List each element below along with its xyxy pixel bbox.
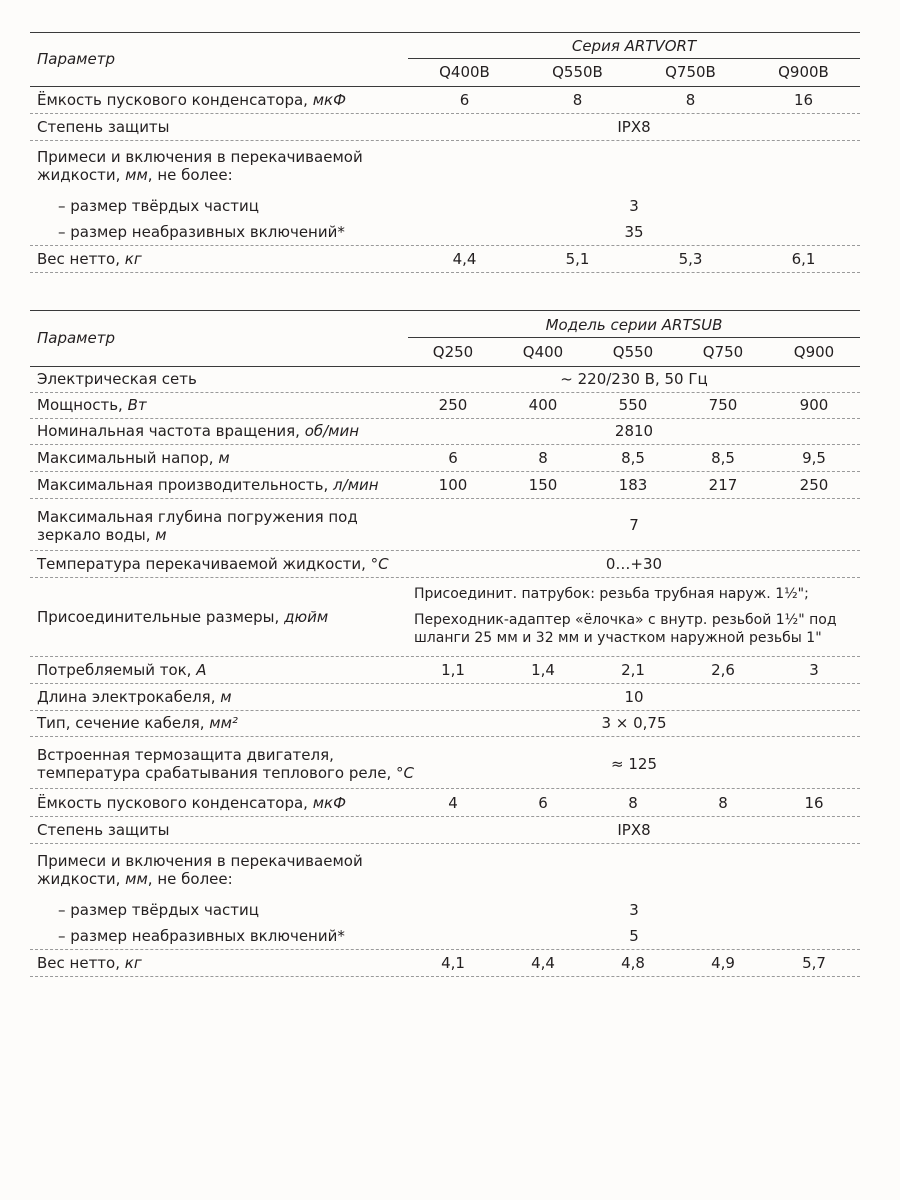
cell-value: 400 [528, 396, 558, 414]
cell-value: 6,1 [791, 250, 816, 268]
cell-value: 217 [708, 476, 738, 494]
cell-value: 2,6 [711, 661, 735, 679]
cell-value-span: IPX8 [617, 821, 651, 839]
model-header: Q400B [439, 63, 490, 81]
cell-value-span: 10 [624, 688, 644, 706]
cell-value-span: 7 [629, 516, 639, 534]
row-divider [30, 736, 860, 737]
artsub-spec-table [30, 310, 860, 990]
row-label-nonabrasive: – размер неабразивных включений* [58, 927, 345, 945]
cell-value: 2,1 [621, 661, 645, 679]
row-label-power: Мощность, Вт [37, 396, 147, 414]
cell-value: 8 [572, 91, 583, 109]
row-label-impurities: Примеси и включения в перекачиваемой [37, 852, 363, 870]
row-divider [30, 245, 860, 246]
model-header: Q900B [778, 63, 829, 81]
connection-note-1: Присоединит. патрубок: резьба трубная наруж. 1½"; [414, 586, 809, 602]
cell-value: 9,5 [802, 449, 826, 467]
cell-value: 4,9 [711, 954, 735, 972]
cell-value: 5,7 [802, 954, 826, 972]
cell-value: 100 [438, 476, 468, 494]
header-sub-rule [408, 337, 860, 338]
row-label-thermal-2: температура срабатывания теплового реле, °С [37, 764, 414, 782]
cell-value-span: ≈ 125 [611, 755, 657, 773]
cell-value: 550 [618, 396, 648, 414]
row-label-weight: Вес нетто, кг [37, 954, 142, 972]
cell-value: 8 [628, 794, 638, 812]
row-divider [30, 710, 860, 711]
row-label-speed: Номинальная частота вращения, об/мин [37, 422, 360, 440]
row-divider [30, 683, 860, 684]
row-divider [30, 843, 860, 844]
cell-value: 900 [799, 396, 829, 414]
row-divider [30, 272, 860, 273]
row-label-nonabrasive: – размер неабразивных включений* [58, 223, 345, 241]
cell-value-span: ~ 220/230 В, 50 Гц [560, 370, 708, 388]
cell-value: 1,4 [531, 661, 555, 679]
row-label-head: Максимальный напор, м [37, 449, 230, 467]
model-header: Q750 [702, 343, 744, 361]
row-divider [30, 140, 860, 141]
row-divider [30, 471, 860, 472]
cell-value: 750 [708, 396, 738, 414]
cell-value: 250 [438, 396, 468, 414]
cell-value: 6 [448, 449, 458, 467]
cell-value: 1,1 [441, 661, 465, 679]
series-title: Серия ARTVORT [571, 37, 697, 55]
row-label-cable-type: Тип, сечение кабеля, мм² [37, 714, 238, 732]
row-label-capacitor: Ёмкость пускового конденсатора, мкФ [37, 794, 347, 812]
row-label-impurities: Примеси и включения в перекачиваемой [37, 148, 363, 166]
row-divider [30, 498, 860, 499]
cell-value: 8,5 [621, 449, 645, 467]
row-label-capacity: Максимальная производительность, л/мин [37, 476, 379, 494]
row-label-protection: Степень защиты [37, 118, 170, 136]
param-header: Параметр [37, 50, 115, 68]
cell-value: 16 [804, 794, 824, 812]
cell-value: 5,1 [565, 250, 590, 268]
row-divider [30, 949, 860, 950]
row-label-current: Потребляемый ток, А [37, 661, 207, 679]
row-label-temperature: Температура перекачиваемой жидкости, °С [37, 555, 389, 573]
row-label-impurities-2: жидкости, мм, не более: [37, 166, 233, 184]
row-label-protection: Степень защиты [37, 821, 170, 839]
cell-value: 150 [528, 476, 558, 494]
cell-value: 8 [718, 794, 728, 812]
row-label-depth-2: зеркало воды, м [37, 526, 167, 544]
cell-value-span: 2810 [614, 422, 654, 440]
cell-value-span: IPX8 [617, 118, 651, 136]
cell-value: 4,8 [621, 954, 645, 972]
cell-value: 8 [538, 449, 548, 467]
cell-value: 16 [793, 91, 814, 109]
cell-value: 8,5 [711, 449, 735, 467]
row-divider [30, 392, 860, 393]
header-bottom-rule [30, 86, 860, 87]
row-divider [30, 656, 860, 657]
cell-value: 5,3 [678, 250, 703, 268]
cell-value-span: 5 [629, 927, 639, 945]
model-header: Q400 [522, 343, 564, 361]
model-header: Q250 [432, 343, 474, 361]
cell-value: 8 [685, 91, 696, 109]
row-divider [30, 113, 860, 114]
row-divider [30, 976, 860, 977]
row-label-thermal: Встроенная термозащита двигателя, [37, 746, 334, 764]
row-label-connection: Присоединительные размеры, дюйм [37, 608, 329, 626]
cell-value-span: 3 [629, 901, 639, 919]
header-sub-rule [408, 58, 860, 59]
cell-value: 6 [459, 91, 470, 109]
row-label-network: Электрическая сеть [37, 370, 197, 388]
row-label-cable-length: Длина электрокабеля, м [37, 688, 232, 706]
row-divider [30, 550, 860, 551]
top-rule [30, 310, 860, 311]
row-label-solid: – размер твёрдых частиц [58, 901, 259, 919]
row-divider [30, 418, 860, 419]
row-label-depth: Максимальная глубина погружения под [37, 508, 358, 526]
cell-value-span: 3 [629, 197, 639, 215]
top-rule [30, 32, 860, 33]
model-header: Q750B [665, 63, 716, 81]
cell-value-span: 3 × 0,75 [601, 714, 667, 732]
connection-note-3: шланги 25 мм и 32 мм и участком наружной резьбы 1" [414, 630, 822, 646]
connection-note-2: Переходник-адаптер «ёлочка» с внутр. резьбой 1½" под [414, 612, 837, 628]
cell-value-span: 35 [624, 223, 644, 241]
cell-value: 6 [538, 794, 548, 812]
model-header: Q900 [793, 343, 835, 361]
model-header: Q550B [552, 63, 603, 81]
cell-value: 250 [799, 476, 829, 494]
cell-value: 4,4 [452, 250, 477, 268]
cell-value: 183 [618, 476, 648, 494]
row-label-capacitor: Ёмкость пускового конденсатора, мкФ [37, 91, 347, 109]
row-label-solid: – размер твёрдых частиц [58, 197, 259, 215]
cell-value: 4,1 [441, 954, 465, 972]
row-label-impurities-2: жидкости, мм, не более: [37, 870, 233, 888]
row-divider [30, 577, 860, 578]
cell-value: 4,4 [531, 954, 555, 972]
row-label-weight: Вес нетто, кг [37, 250, 142, 268]
row-divider [30, 444, 860, 445]
artvort-spec-table [30, 0, 860, 280]
row-divider [30, 816, 860, 817]
param-header: Параметр [37, 329, 115, 347]
row-divider [30, 788, 860, 789]
header-bottom-rule [30, 366, 860, 367]
model-header: Q550 [612, 343, 654, 361]
cell-value: 4 [448, 794, 458, 812]
cell-value: 3 [809, 661, 819, 679]
cell-value-span: 0…+30 [605, 555, 663, 573]
series-title: Модель серии ARTSUB [545, 316, 723, 334]
